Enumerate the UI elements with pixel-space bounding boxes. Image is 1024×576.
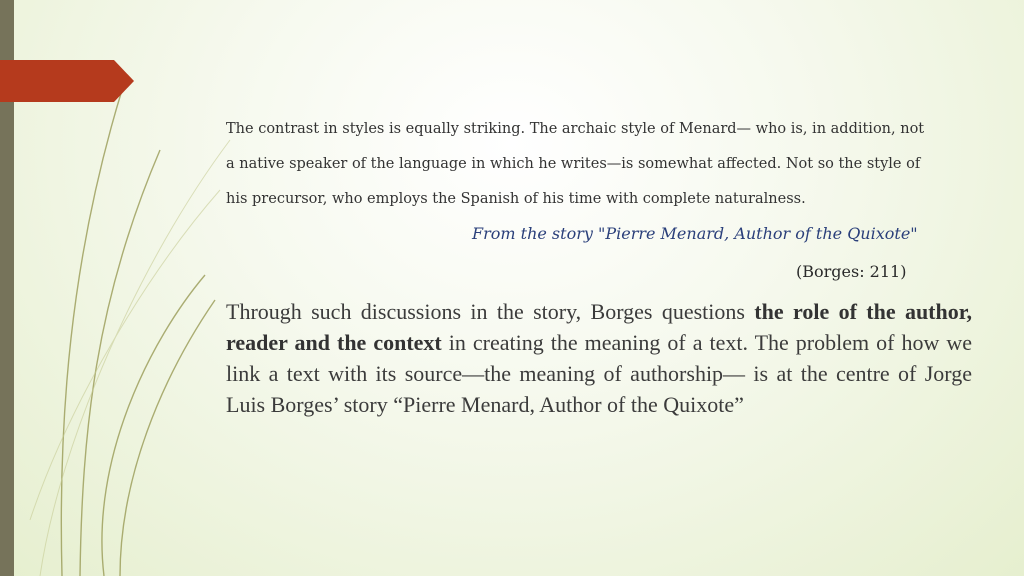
page-reference: (Borges: 211) — [796, 262, 907, 281]
body-text-part-1: Through such discussions in the story, Borges questions — [226, 299, 755, 324]
body-paragraph — [226, 296, 972, 420]
body-emphasis: the role of the author, reader and the context — [226, 299, 972, 355]
quote-block — [226, 112, 966, 217]
red-title-tab — [0, 60, 134, 102]
quote-line-2: a native speaker of the language in which he writes—is somewhat affected. Not so the style of — [226, 156, 921, 172]
quote-citation: From the story "Pierre Menard, Author of the Quixote" — [472, 224, 918, 243]
quote-line-1: The contrast in styles is equally striking. The archaic style of Menard— who is, in addition, not — [226, 121, 925, 137]
body-text-part-2: in creating the meaning of a text. The problem of how we link a text with its source—the meaning of authorship— is at the centre of Jorge Luis Borges’ story “Pierre Menard, Author of the Quixote” — [226, 330, 973, 417]
quote-line-3: his precursor, who employs the Spanish of his time with complete naturalness. — [226, 191, 806, 207]
